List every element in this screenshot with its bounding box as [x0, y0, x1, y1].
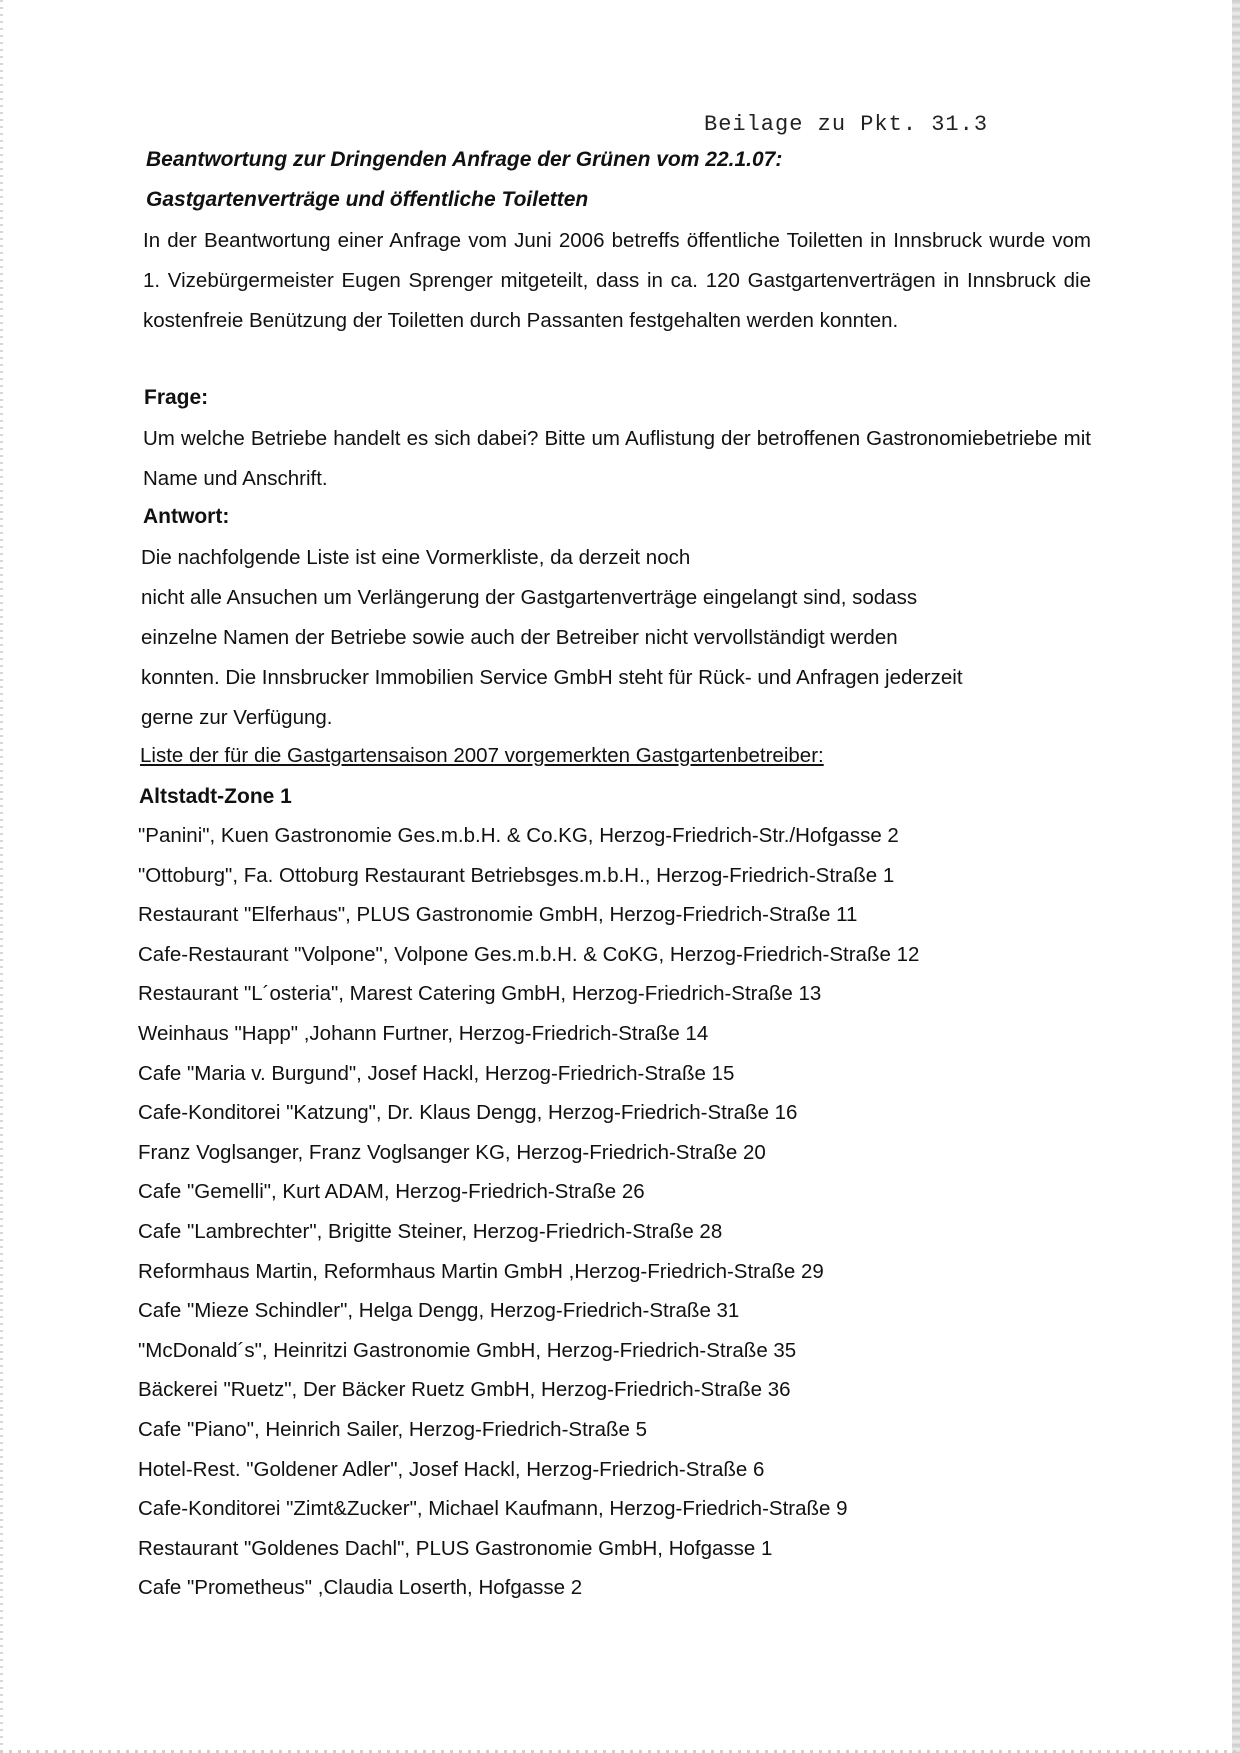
list-item: Cafe "Maria v. Burgund", Josef Hackl, Herzog-Friedrich-Straße 15: [138, 1061, 735, 1085]
list-item: Weinhaus "Happ" ,Johann Furtner, Herzog-Friedrich-Straße 14: [138, 1021, 709, 1045]
list-item: Franz Voglsanger, Franz Voglsanger KG, Herzog-Friedrich-Straße 20: [138, 1140, 766, 1164]
zone-title: Altstadt-Zone 1: [139, 785, 292, 808]
scan-edge-right: [1232, 0, 1240, 1753]
question-label: Frage:: [144, 386, 209, 409]
list-title: Liste der für die Gastgartensaison 2007 vorgemerkten Gastgartenbetreiber:: [140, 744, 824, 767]
list-item: Cafe "Prometheus" ,Claudia Loserth, Hofgasse 2: [138, 1576, 583, 1600]
question-paragraph: Um welche Betriebe handelt es sich dabei? Bitte um Auflistung der betroffenen Gastronomiebetriebe mit Name und Anschrift.: [143, 427, 1091, 490]
list-item: Hotel-Rest. "Goldener Adler", Josef Hackl, Herzog-Friedrich-Straße 6: [138, 1457, 765, 1481]
answer-line: nicht alle Ansuchen um Verlängerung der Gastgartenverträge eingelangt sind, sodass: [141, 586, 918, 609]
list-item: Cafe-Restaurant "Volpone", Volpone Ges.m.b.H. & CoKG, Herzog-Friedrich-Straße 12: [138, 942, 920, 966]
attachment-stamp: Beilage zu Pkt. 31.3: [704, 112, 989, 137]
list-item: Cafe "Mieze Schindler", Helga Dengg, Herzog-Friedrich-Straße 31: [138, 1299, 740, 1323]
list-item: "McDonald´s", Heinritzi Gastronomie GmbH, Herzog-Friedrich-Straße 35: [138, 1338, 797, 1362]
list-item: Restaurant "Goldenes Dachl", PLUS Gastronomie GmbH, Hofgasse 1: [138, 1536, 773, 1560]
list-item: "Ottoburg", Fa. Ottoburg Restaurant Betriebsges.m.b.H., Herzog-Friedrich-Straße 1: [138, 863, 895, 887]
document-subtitle: Gastgartenverträge und öffentliche Toiletten: [146, 188, 589, 211]
list-item: Reformhaus Martin, Reformhaus Martin GmbH ,Herzog-Friedrich-Straße 29: [138, 1259, 824, 1283]
list-item: Restaurant "Elferhaus", PLUS Gastronomie GmbH, Herzog-Friedrich-Straße 11: [138, 903, 858, 927]
answer-line: konnten. Die Innsbrucker Immobilien Service GmbH steht für Rück- und Anfragen jederzeit: [141, 666, 963, 689]
list-item: Bäckerei "Ruetz", Der Bäcker Ruetz GmbH, Herzog-Friedrich-Straße 36: [138, 1378, 791, 1402]
document-title: Beantwortung zur Dringenden Anfrage der Grünen vom 22.1.07:: [146, 148, 783, 171]
list-item: Cafe-Konditorei "Zimt&Zucker", Michael Kaufmann, Herzog-Friedrich-Straße 9: [138, 1497, 848, 1521]
answer-line: Die nachfolgende Liste ist eine Vormerkliste, da derzeit noch: [141, 546, 691, 569]
answer-label: Antwort:: [143, 505, 230, 528]
list-item: Cafe-Konditorei "Katzung", Dr. Klaus Dengg, Herzog-Friedrich-Straße 16: [138, 1101, 798, 1125]
business-list: [138, 816, 919, 1608]
answer-line: einzelne Namen der Betriebe sowie auch der Betreiber nicht vervollständigt werden: [141, 626, 898, 649]
list-item: "Panini", Kuen Gastronomie Ges.m.b.H. & Co.KG, Herzog-Friedrich-Str./Hofgasse 2: [138, 824, 899, 847]
intro-paragraph: In der Beantwortung einer Anfrage vom Juni 2006 betreffs öffentliche Toiletten in Innsbruck wurde vom 1. Vizebürgermeister Eugen Sprenger mitgeteilt, dass in ca. 120 Gastgartenverträgen in Innsbruck die kostenfreie Benützung der Toiletten durch Passanten festgehalten werden konnten.: [143, 229, 1091, 332]
list-item: Restaurant "L´osteria", Marest Catering GmbH, Herzog-Friedrich-Straße 13: [138, 982, 822, 1006]
scan-edge-left: [0, 0, 3, 1753]
list-item: Cafe "Lambrechter", Brigitte Steiner, Herzog-Friedrich-Straße 28: [138, 1219, 723, 1243]
answer-line: gerne zur Verfügung.: [141, 706, 333, 729]
list-item: Cafe "Gemelli", Kurt ADAM, Herzog-Friedrich-Straße 26: [138, 1180, 645, 1204]
list-item: Cafe "Piano", Heinrich Sailer, Herzog-Friedrich-Straße 5: [138, 1417, 648, 1441]
answer-paragraph: [141, 538, 963, 738]
